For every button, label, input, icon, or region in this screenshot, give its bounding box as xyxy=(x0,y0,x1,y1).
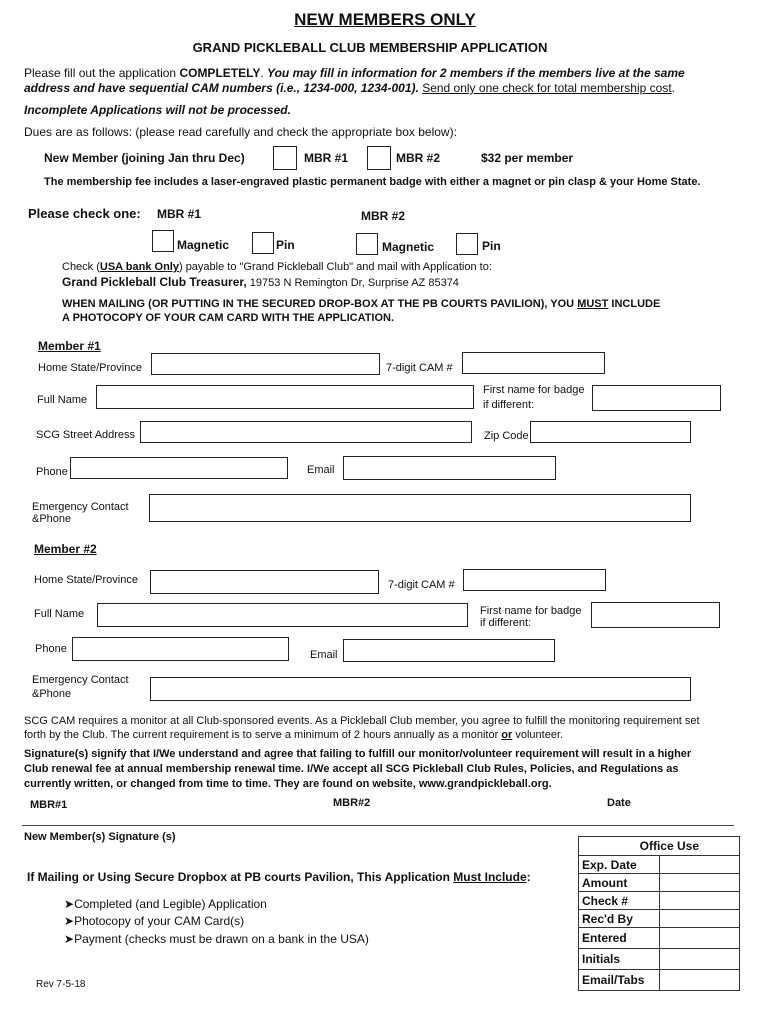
intro-dot-2: . xyxy=(671,81,675,95)
m2-emergency-label-1: Emergency Contact xyxy=(32,674,129,686)
office-row-value[interactable] xyxy=(660,892,740,910)
m1-badge-input[interactable] xyxy=(592,385,721,411)
check-one-label xyxy=(28,206,141,221)
office-row-label: Entered xyxy=(579,928,660,949)
m1-home-state-label: Home State/Province xyxy=(38,362,142,374)
office-row-label: Rec'd By xyxy=(579,910,660,928)
treasurer-address: 19753 N Remington Dr, Surprise AZ 85374 xyxy=(246,277,459,289)
sig-mbr1-label: MBR#1 xyxy=(30,799,68,811)
m1-cam-label: 7-digit CAM # xyxy=(386,362,453,374)
mailing-item-3 xyxy=(64,932,369,946)
mailing-item-text: Payment (checks must be drawn on a bank in the USA) xyxy=(74,932,369,946)
check-one-text: Please check one: xyxy=(28,206,141,221)
mbr1-magnetic-label: Magnetic xyxy=(177,238,230,252)
office-row-value[interactable] xyxy=(660,970,740,991)
m2-email-label: Email xyxy=(310,649,338,661)
usa-bank-only: USA bank Only xyxy=(99,261,179,273)
office-row-label: Email/Tabs xyxy=(579,970,660,991)
dues-mbr1-label: MBR #1 xyxy=(304,151,349,165)
signature-terms-2: Club renewal fee at annual membership renewal time. I/We accept all SCG Pickleball Club Rules, Policies, and Regulations as xyxy=(24,763,679,775)
office-row xyxy=(579,892,740,910)
m1-full-name-input[interactable] xyxy=(96,385,474,409)
check-payable-line xyxy=(62,261,492,273)
m2-phone-label: Phone xyxy=(35,643,67,655)
office-row xyxy=(579,910,740,928)
sig-mbr2-label: MBR#2 xyxy=(333,797,371,809)
revision-label: Rev 7-5-18 xyxy=(36,979,86,990)
office-row-label: Check # xyxy=(579,892,660,910)
price-label: $32 per member xyxy=(481,151,574,165)
mbr2-pin-label: Pin xyxy=(482,239,501,253)
intro-one-check: Send only one check for total membership cost xyxy=(422,81,672,95)
intro-dot: . xyxy=(260,66,268,80)
office-title-row xyxy=(579,837,740,856)
m1-zip-input[interactable] xyxy=(530,421,691,443)
mbr2-magnetic-label: Magnetic xyxy=(382,240,435,254)
intro-two-members: You may fill in information for 2 members if the members live at the same xyxy=(267,66,685,80)
office-row-value[interactable] xyxy=(660,910,740,928)
incomplete-notice: Incomplete Applications will not be processed. xyxy=(24,103,291,117)
treasurer-name: Grand Pickleball Club Treasurer, xyxy=(62,275,247,289)
mailing-item-1 xyxy=(64,897,267,911)
m1-street-input[interactable] xyxy=(140,421,472,443)
m2-full-name-label: Full Name xyxy=(34,608,85,620)
m1-badge-label-2: if different: xyxy=(483,399,535,411)
fee-note: The membership fee includes a laser-engraved plastic permanent badge with either a magnet or pin clasp & your Home State. xyxy=(44,176,701,188)
office-row-value[interactable] xyxy=(660,928,740,949)
mailing-notice-1 xyxy=(62,298,660,310)
terms-or: or xyxy=(501,729,513,741)
dues-mbr2-checkbox[interactable] xyxy=(367,146,391,170)
arrow-bullet-icon: ➤ xyxy=(64,914,75,928)
mbr2-pin-checkbox[interactable] xyxy=(456,233,478,255)
arrow-bullet-icon: ➤ xyxy=(64,932,75,946)
dues-mbr2-label: MBR #2 xyxy=(396,151,441,165)
m1-emergency-label-2: &Phone xyxy=(32,513,72,525)
m1-emergency-input[interactable] xyxy=(149,494,691,522)
office-row-label: Exp. Date xyxy=(579,856,660,874)
mailing-list-heading xyxy=(27,870,531,884)
m2-home-state-input[interactable] xyxy=(150,570,379,594)
mailing-heading-must: Must Include xyxy=(453,870,527,884)
mbr2-magnetic-checkbox[interactable] xyxy=(356,233,378,255)
m2-cam-input[interactable] xyxy=(463,569,606,591)
check-one-mbr1: MBR #1 xyxy=(157,207,202,221)
terms-line-1: SCG CAM requires a monitor at all Club-sponsored events. As a Pickleball Club member, you agree to fulfill the monitoring requirement set xyxy=(24,715,700,727)
check-one-mbr2: MBR #2 xyxy=(361,209,406,223)
sig-date-label: Date xyxy=(607,797,631,809)
m2-full-name-input[interactable] xyxy=(97,603,468,627)
m1-phone-input[interactable] xyxy=(70,457,288,479)
m1-cam-input[interactable] xyxy=(462,352,605,374)
mbr1-pin-label: Pin xyxy=(276,238,295,252)
m2-badge-label-2: if different: xyxy=(480,617,532,629)
dues-intro: Dues are as follows: (please read carefully and check the appropriate box below): xyxy=(24,125,457,139)
terms-text-a: forth by the Club. The current requirement is to serve a minimum of 2 hours annually as a monitor xyxy=(24,729,502,741)
mailing-must: MUST xyxy=(577,298,609,310)
member2-heading: Member #2 xyxy=(34,542,97,556)
new-member-label: New Member (joining Jan thru Dec) xyxy=(44,151,245,165)
m1-zip-label: Zip Code xyxy=(484,430,529,442)
page-title: NEW MEMBERS ONLY xyxy=(294,10,476,29)
m1-email-input[interactable] xyxy=(343,456,556,480)
m1-home-state-input[interactable] xyxy=(151,353,380,375)
m2-phone-input[interactable] xyxy=(72,637,289,661)
office-row xyxy=(579,949,740,970)
intro-sequential-cam: address and have sequential CAM numbers (i.e., 1234-000, 1234-001). xyxy=(24,81,419,95)
mbr1-magnetic-checkbox[interactable] xyxy=(152,230,174,252)
terms-text-c: volunteer. xyxy=(512,729,564,741)
intro-text: Please fill out the application xyxy=(24,66,180,80)
mailing-text-c: INCLUDE xyxy=(608,298,661,310)
signature-label: New Member(s) Signature (s) xyxy=(24,831,176,843)
terms-line-2 xyxy=(24,729,563,741)
office-use-title: Office Use xyxy=(579,837,740,856)
office-row-label: Initials xyxy=(579,949,660,970)
office-row-value[interactable] xyxy=(660,856,740,874)
m2-badge-input[interactable] xyxy=(591,602,720,628)
m1-emergency-label-1: Emergency Contact xyxy=(32,501,129,513)
mailing-item-2 xyxy=(64,914,244,928)
m2-emergency-label-2: &Phone xyxy=(32,688,72,700)
mbr1-pin-checkbox[interactable] xyxy=(252,232,274,254)
office-row-label: Amount xyxy=(579,874,660,892)
m1-email-label: Email xyxy=(307,464,335,476)
office-use-table xyxy=(578,836,740,991)
arrow-bullet-icon: ➤ xyxy=(64,897,75,911)
office-row xyxy=(579,970,740,991)
m2-emergency-input[interactable] xyxy=(150,677,691,701)
office-row-value[interactable] xyxy=(660,949,740,970)
m1-street-label: SCG Street Address xyxy=(36,429,136,441)
check-text-a: Check ( xyxy=(62,261,100,273)
member1-heading: Member #1 xyxy=(38,339,101,353)
mailing-item-text: Photocopy of your CAM Card(s) xyxy=(74,914,245,928)
treasurer-line xyxy=(62,275,459,289)
mailing-heading-a: If Mailing or Using Secure Dropbox at PB courts Pavilion, This Application xyxy=(27,870,454,884)
office-row-value[interactable] xyxy=(660,874,740,892)
intro-line-2 xyxy=(24,81,675,95)
m2-badge-label-1: First name for badge xyxy=(480,605,582,617)
intro-completely: COMPLETELY xyxy=(179,66,261,80)
m2-cam-label: 7-digit CAM # xyxy=(388,579,455,591)
page-subtitle: GRAND PICKLEBALL CLUB MEMBERSHIP APPLICATION xyxy=(192,40,548,55)
signature-line[interactable] xyxy=(22,825,734,826)
intro-line-1 xyxy=(24,66,685,80)
mailing-item-text: Completed (and Legible) Application xyxy=(74,897,267,911)
check-text-c: ) payable to "Grand Pickleball Club" and mail with Application to: xyxy=(178,261,492,273)
m2-email-input[interactable] xyxy=(343,639,555,662)
signature-terms-1: Signature(s) signify that I/We understand and agree that failing to fulfill our monitor/volunteer requirement will result in a higher xyxy=(24,748,692,760)
m1-full-name-label: Full Name xyxy=(37,394,88,406)
m1-badge-label-1: First name for badge xyxy=(483,384,585,396)
mailing-text-a: WHEN MAILING (OR PUTTING IN THE SECURED DROP-BOX AT THE PB COURTS PAVILION), YOU xyxy=(62,298,578,310)
m1-phone-label: Phone xyxy=(36,466,68,478)
office-row xyxy=(579,928,740,949)
m2-home-state-label: Home State/Province xyxy=(34,574,138,586)
office-row xyxy=(579,856,740,874)
mailing-heading-colon: : xyxy=(526,870,531,884)
dues-mbr1-checkbox[interactable] xyxy=(273,146,297,170)
signature-terms-3: currently written, or changed from time to time. They are found on website, www.grandpickleball.org. xyxy=(24,778,552,790)
office-row xyxy=(579,874,740,892)
mailing-notice-2: A PHOTOCOPY OF YOUR CAM CARD WITH THE APPLICATION. xyxy=(62,312,395,324)
